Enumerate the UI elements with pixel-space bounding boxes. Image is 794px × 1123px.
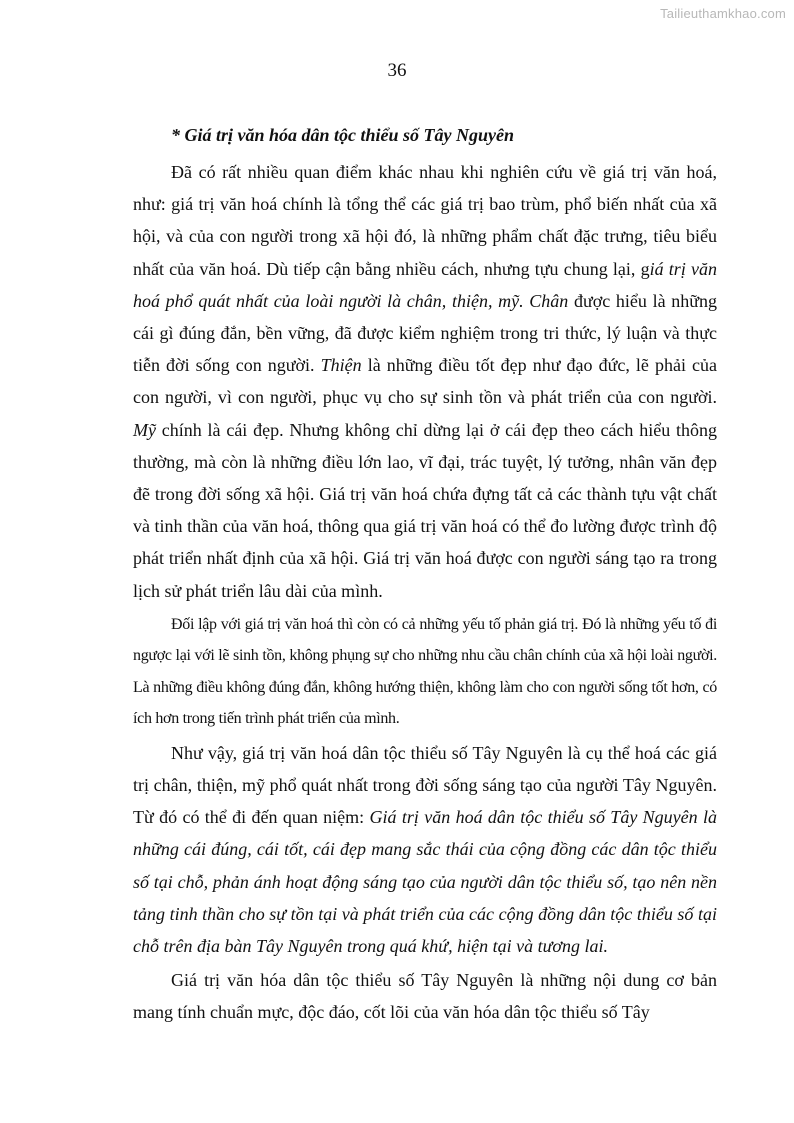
document-body: [133, 123, 717, 1029]
paragraph-1-text-1: Đã có rất nhiều quan điểm khác nhau khi nghiên cứu về giá trị văn hoá, như: giá trị văn hoá chính là tổng thể các giá trị bao trùm, phổ biến nhất của xã hội, và của con người trong xã hội đó, là những phẩm chất đặc trưng, tiêu biểu nhất của văn hoá. Dù tiếp cận bằng nhiều cách, nhưng tựu chung lại, g: [133, 162, 717, 279]
paragraph-1: [133, 156, 717, 607]
section-heading: * Giá trị văn hóa dân tộc thiểu số Tây Nguyên: [171, 125, 515, 145]
paragraph-1-italic-1: iá trị văn hoá phổ quát nhất của loài người là chân, thiện, mỹ. Chân: [133, 258, 717, 311]
paragraph-1-italic-3: Mỹ: [133, 419, 156, 440]
paragraph-1-text-2: được hiểu là những cái gì đúng đắn, bền vững, đã được kiểm nghiệm trong tri thức, lý luận và thực tiễn đời sống con người.: [133, 290, 717, 376]
page-number: 36: [387, 60, 407, 81]
watermark: Tailieuthamkhao.com: [660, 6, 786, 21]
paragraph-2: Đối lập với giá trị văn hoá thì còn có cả những yếu tố phản giá trị. Đó là những yếu tố đi ngược lại với lẽ sinh tồn, không phụng sự cho những nhu cầu chân chính của xã hội loài người. Là những điều không đúng đắn, không hướng thiện, không làm cho con người sống tốt hơn, có ích hơn trong tiến trình phát triển của mình.: [133, 615, 717, 728]
paragraph-1-text-3: là những điều tốt đẹp như đạo đức, lẽ phải của con người, vì con người, phục vụ cho sự sinh tồn và phát triển của con người.: [133, 355, 717, 408]
paragraph-3: [133, 737, 717, 962]
paragraph-4: Giá trị văn hóa dân tộc thiểu số Tây Nguyên là những nội dung cơ bản mang tính chuẩn mực, độc đáo, cốt lõi của văn hóa dân tộc thiểu số Tây: [133, 970, 717, 1023]
paragraph-1-italic-2: Thiện: [320, 355, 362, 376]
paragraph-3-text-1: Như vậy, giá trị văn hoá dân tộc thiểu số Tây Nguyên là cụ thể hoá các giá trị chân, thiện, mỹ phổ quát nhất trong đời sống sáng tạo của người Tây Nguyên. Từ đó có thể đi đến quan niệm:: [133, 742, 717, 828]
paragraph-1-text-4: chính là cái đẹp. Nhưng không chỉ dừng lại ở cái đẹp theo cách hiểu thông thường, mà còn là những điều lớn lao, vĩ đại, trác tuyệt, lý tưởng, nhân văn đẹp đẽ trong đời sống xã hội. Giá trị văn hoá chứa đựng tất cả các thành tựu vật chất và tinh thần của văn hoá, thông qua giá trị văn hoá có thể đo lường được trình độ phát triển nhất định của xã hội. Giá trị văn hoá được con người sáng tạo ra trong lịch sử phát triển lâu dài của mình.: [133, 419, 717, 601]
paragraph-3-italic-1: Giá trị văn hoá dân tộc thiểu số Tây Nguyên là những cái đúng, cái tốt, cái đẹp mang sắc thái của cộng đồng các dân tộc thiểu số tại chỗ, phản ánh hoạt động sáng tạo của người dân tộc thiểu số, tạo nên nền tảng tinh thần cho sự tồn tại và phát triển của các cộng đồng dân tộc thiểu số tại chỗ trên địa bàn Tây Nguyên trong quá khứ, hiện tại và tương lai.: [133, 807, 717, 957]
